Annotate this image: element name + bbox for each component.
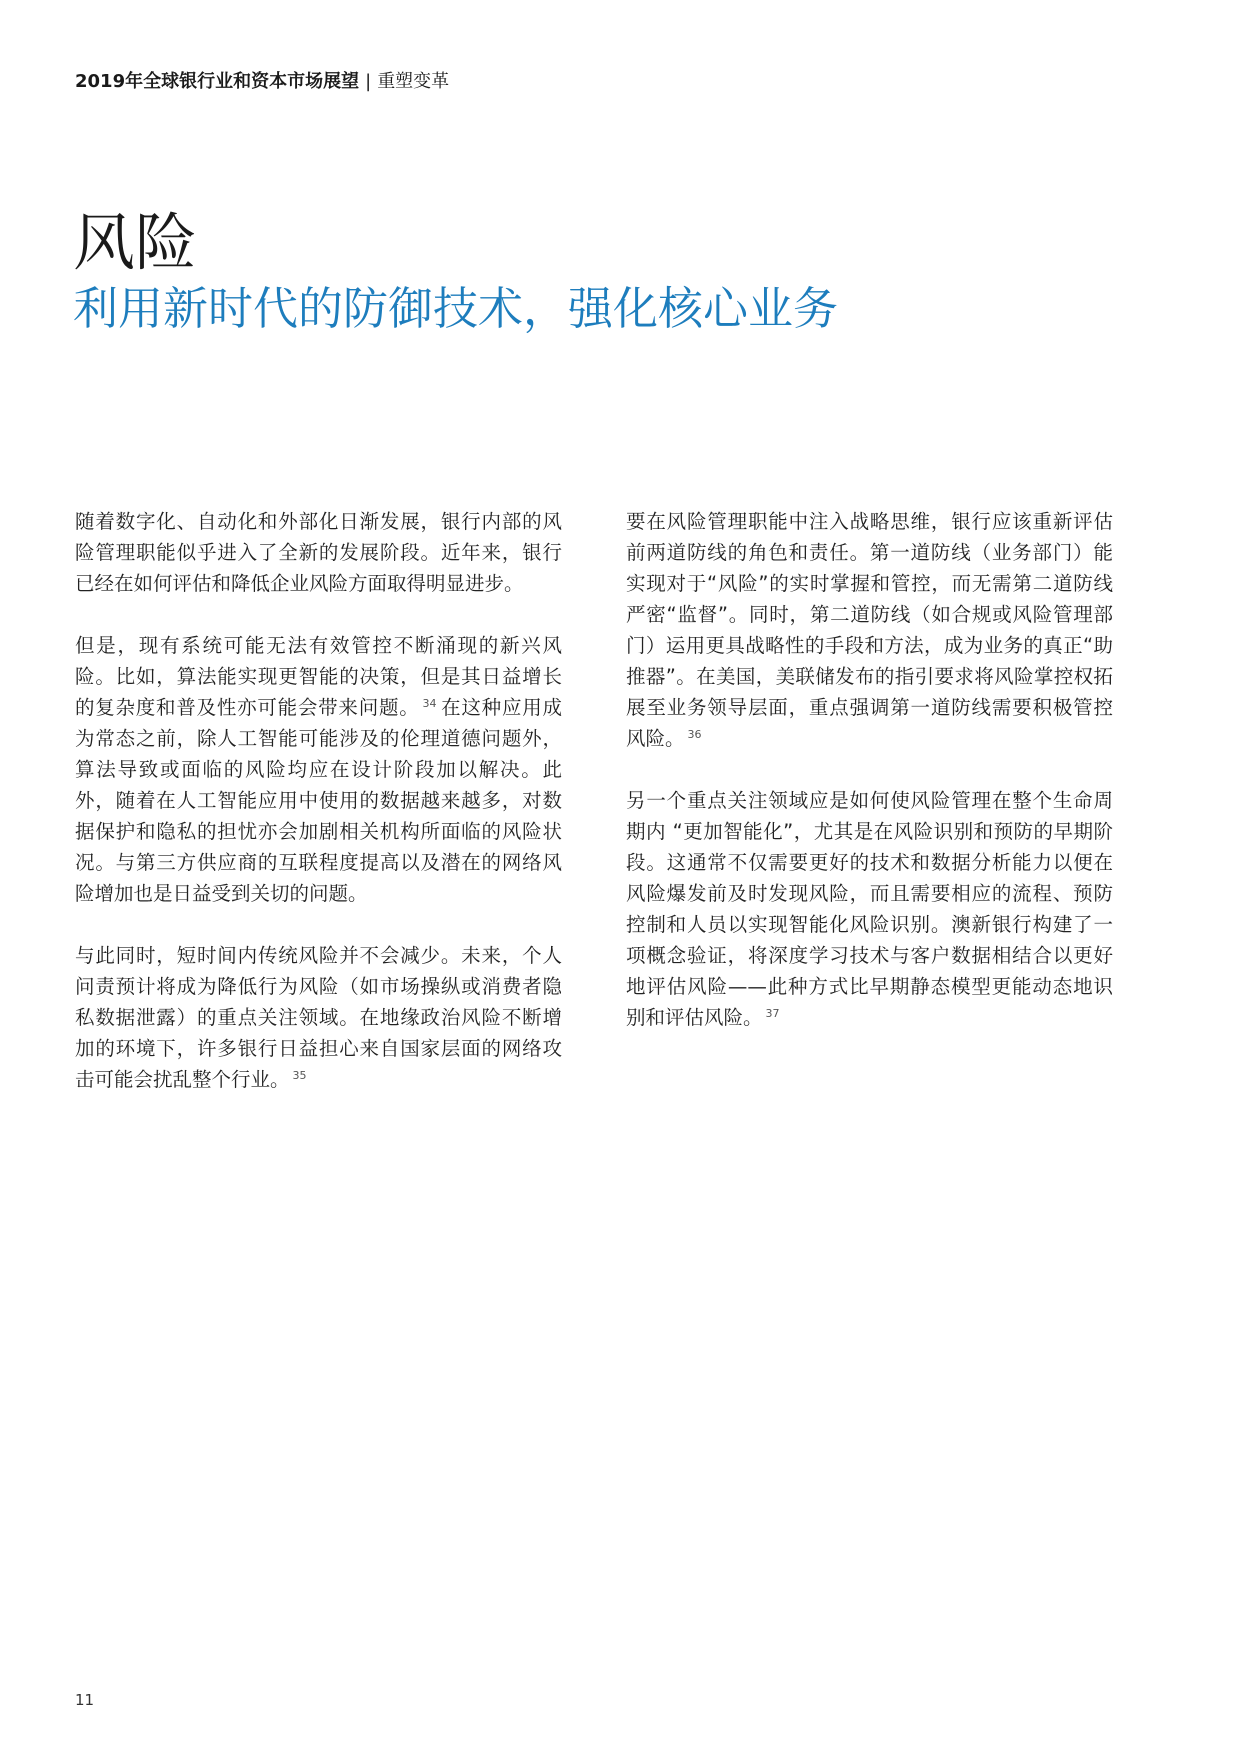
right-column [626, 506, 1113, 1064]
running-header [75, 70, 449, 94]
paragraph-text: 但是，现有系统可能无法有效管控不断涌现的新兴风险。比如，算法能实现更智能的决策，但是其日益增长的复杂度和普及性亦可能会带来问题。 [75, 634, 562, 719]
section-name: 重塑变革 [377, 71, 450, 92]
footnote-ref: 34 [422, 697, 437, 710]
paragraph-text: 随着数字化、自动化和外部化日渐发展，银行内部的风险管理职能似乎进入了全新的发展阶段。近年来，银行已经在如何评估和降低企业风险方面取得明显进步。 [75, 510, 562, 595]
paragraph [75, 630, 562, 909]
footnote-ref: 36 [687, 728, 702, 741]
footnote-ref: 37 [765, 1007, 780, 1020]
page-number: 11 [75, 1691, 95, 1709]
page-subtitle: 利用新时代的防御技术，强化核心业务 [73, 282, 839, 335]
paragraph [75, 940, 562, 1095]
paragraph-text: 另一个重点关注领域应是如何使风险管理在整个生命周期内 “更加智能化”，尤其是在风险识别和预防的早期阶段。这通常不仅需要更好的技术和数据分析能力以便在风险爆发前及时发现风险，而且需要相应的流程、预防控制和人员以实现智能化风险识别。澳新银行构建了一项概念验证，将深度学习技术与客户数据相结合以更好地评估风险——此种方式比早期静态模型更能动态地识别和评估风险。 [626, 789, 1113, 1029]
left-column [75, 506, 562, 1126]
paragraph [75, 506, 562, 599]
paragraph-text: 要在风险管理职能中注入战略思维，银行应该重新评估前两道防线的角色和责任。第一道防线（业务部门）能实现对于“风险”的实时掌握和管控，而无需第二道防线严密“监督”。同时，第二道防线（如合规或风险管理部门）运用更具战略性的手段和方法，成为业务的真正“助推器”。在美国，美联储发布的指引要求将风险掌控权拓展至业务领导层面，重点强调第一道防线需要积极管控风险。 [626, 510, 1113, 750]
page-title: 风险 [73, 206, 198, 279]
paragraph-text: 在这种应用成为常态之前，除人工智能可能涉及的伦理道德问题外，算法导致或面临的风险均应在设计阶段加以解决。此外，随着在人工智能应用中使用的数据越来越多，对数据保护和隐私的担忧亦会加剧相关机构所面临的风险状况。与第三方供应商的互联程度提高以及潜在的网络风险增加也是日益受到关切的问题。 [75, 696, 562, 905]
paragraph-text: 与此同时，短时间内传统风险并不会减少。未来，个人问责预计将成为降低行为风险（如市场操纵或消费者隐私数据泄露）的重点关注领域。在地缘政治风险不断增加的环境下，许多银行日益担心来自国家层面的网络攻击可能会扰乱整个行业。 [75, 944, 562, 1091]
paragraph [626, 506, 1113, 754]
publication-title: 2019年全球银行业和资本市场展望 [75, 71, 360, 92]
footnote-ref: 35 [292, 1069, 307, 1082]
header-separator: | [365, 71, 372, 92]
paragraph [626, 785, 1113, 1033]
